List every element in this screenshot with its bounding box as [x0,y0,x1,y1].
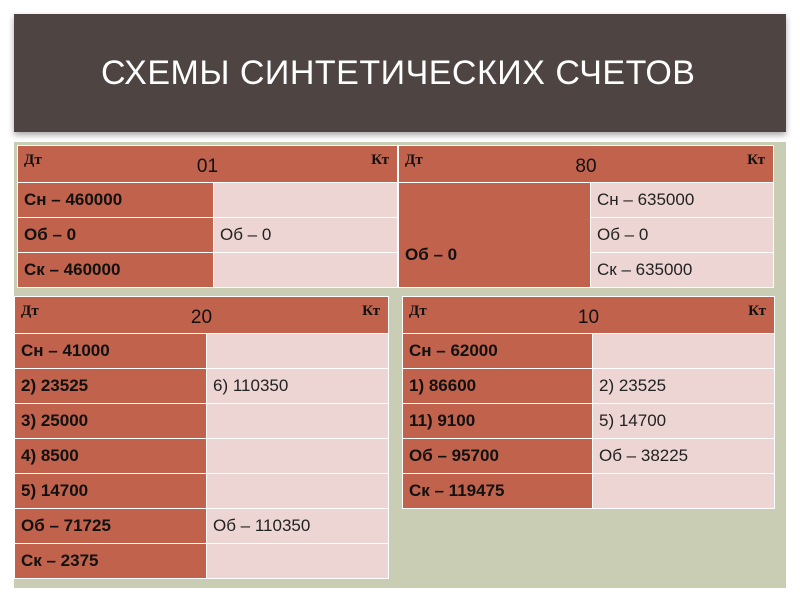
account-01-table [17,145,398,288]
credit-label: Кт [748,303,766,319]
credit-cell: 5) 14700 [593,404,775,439]
debit-cell: 2) 23525 [15,369,207,404]
account-header-cell [399,146,774,183]
table-row [15,404,389,439]
debit-cell: Сн – 41000 [15,334,207,369]
table-row [15,509,389,544]
account-number: 10 [577,307,600,328]
table-row [15,474,389,509]
credit-cell: Об – 0 [214,218,398,253]
credit-label: Кт [362,303,380,319]
credit-cell [214,183,398,218]
credit-cell [214,253,398,288]
debit-cell: Ск – 119475 [403,474,593,509]
debit-label: Дт [24,152,42,168]
credit-cell: Об – 38225 [593,439,775,474]
credit-cell [593,334,775,369]
table-row [403,474,775,509]
table-row [15,334,389,369]
debit-cell: 5) 14700 [15,474,207,509]
account-header [403,297,775,334]
account-20-table [14,296,389,579]
table-row [15,439,389,474]
credit-cell: Сн – 635000 [591,183,774,218]
table-row [18,253,398,288]
credit-cell: Об – 110350 [207,509,389,544]
account-80-table [398,145,774,288]
debit-cell: 4) 8500 [15,439,207,474]
title-bar [14,14,786,132]
credit-cell [593,474,775,509]
account-header-cell [403,297,775,334]
table-row [15,544,389,579]
account-header [18,146,398,183]
debit-cell: Сн – 460000 [18,183,214,218]
debit-cell: 11) 9100 [403,404,593,439]
table-row [403,369,775,404]
credit-cell [207,439,389,474]
debit-cell: Об – 0 [18,218,214,253]
account-number: 20 [190,307,213,328]
credit-label: Кт [371,152,389,168]
slide-title: СХЕМЫ СИНТЕТИЧЕСКИХ СЧЕТОВ [101,54,696,92]
debit-label: Дт [409,303,427,319]
table-row [399,183,774,218]
account-number: 01 [196,156,219,177]
credit-cell [207,404,389,439]
debit-cell: Об – 95700 [403,439,593,474]
debit-cell: Ск – 2375 [15,544,207,579]
credit-cell: 2) 23525 [593,369,775,404]
debit-cell: Сн – 62000 [403,334,593,369]
credit-cell [207,544,389,579]
table-row [18,218,398,253]
table-row [403,439,775,474]
credit-cell [207,474,389,509]
debit-label: Дт [21,303,39,319]
account-header-cell [15,297,389,334]
table-row [15,369,389,404]
table-row [403,334,775,369]
account-10-table [402,296,775,509]
account-header [399,146,774,183]
credit-cell: Об – 0 [591,218,774,253]
account-header [15,297,389,334]
account-header-cell [18,146,398,183]
debit-cell: Об – 71725 [15,509,207,544]
credit-cell [207,334,389,369]
credit-label: Кт [747,152,765,168]
table-row [18,183,398,218]
debit-merged-cell: Об – 0 [399,183,591,288]
account-number: 80 [575,156,597,177]
credit-cell: Ск – 635000 [591,253,774,288]
debit-cell: Ск – 460000 [18,253,214,288]
debit-cell: 3) 25000 [15,404,207,439]
table-row [403,404,775,439]
debit-cell: 1) 86600 [403,369,593,404]
debit-label: Дт [405,152,423,168]
credit-cell: 6) 110350 [207,369,389,404]
